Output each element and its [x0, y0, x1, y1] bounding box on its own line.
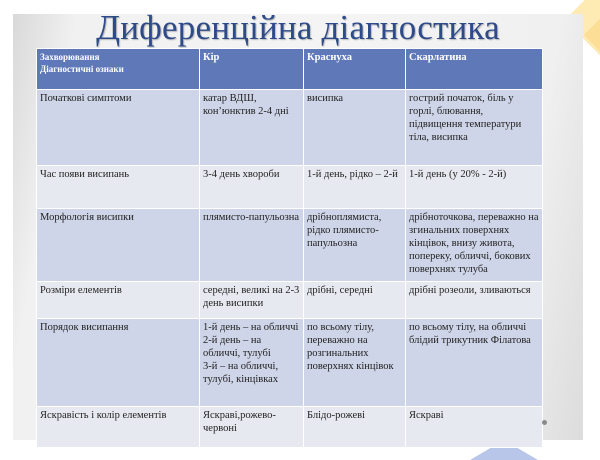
- header-cell-scarlet-fever: Скарлатина: [406, 49, 543, 90]
- table-row: [37, 282, 543, 319]
- table-row: [37, 319, 543, 407]
- measles-cell: середні, великі на 2-3 день висипки: [200, 282, 304, 319]
- measles-day1-line: 1-й день – на обличчі: [203, 322, 299, 333]
- table-row: [37, 209, 543, 282]
- measles-day2-line: 2-й день – на обличчі, тулубі: [203, 335, 271, 359]
- feature-cell: Яскравість і колір елементів: [37, 407, 200, 448]
- measles-cell: Яскраві,рожево-червоні: [200, 407, 304, 448]
- header-label-features: Діагностичні ознаки: [40, 64, 124, 74]
- header-label-disease: Захворювання: [40, 52, 100, 62]
- table-header-row: [37, 49, 543, 90]
- rubella-cell: 1-й день, рідко – 2-й: [304, 166, 406, 209]
- table-row: [37, 166, 543, 209]
- measles-cell: плямисто-папульозна: [200, 209, 304, 282]
- measles-cell: [200, 319, 304, 407]
- scarlet-fever-cell: дрібні розеоли, зливаються: [406, 282, 543, 319]
- scarlet-fever-cell: Яскраві: [406, 407, 543, 448]
- differential-diagnosis-table: [36, 48, 543, 448]
- feature-cell: Порядок висипання: [37, 319, 200, 407]
- scarlet-fever-cell: 1-й день (у 20% - 2-й): [406, 166, 543, 209]
- measles-day3-line: 3-й – на обличчі, тулубі, кінцівках: [203, 361, 279, 385]
- measles-cell: катар ВДШ, кон’юнктив 2-4 дні: [200, 90, 304, 166]
- feature-cell: Розміри елементів: [37, 282, 200, 319]
- header-cell-disease-feature: [37, 49, 200, 90]
- slide-title: Диференційна діагностика: [96, 8, 500, 47]
- scarlet-fever-cell: по всьому тілу, на обличчі блідий трикутник Філатова: [406, 319, 543, 407]
- rubella-cell: дрібні, середні: [304, 282, 406, 319]
- table-row: [37, 90, 543, 166]
- table-row: [37, 407, 543, 448]
- rubella-cell: Блідо-рожеві: [304, 407, 406, 448]
- rubella-cell: по всьому тілу, переважно на розгинальних поверхнях кінцівок: [304, 319, 406, 407]
- scarlet-fever-cell: дрібноточкова, переважно на згинальних поверхнях кінцівок, внизу живота, попереку, обличчі, бокових поверхнях тулуба: [406, 209, 543, 282]
- feature-cell: Час появи висипань: [37, 166, 200, 209]
- slide-bullet-dot: [542, 420, 547, 425]
- rubella-cell: висипка: [304, 90, 406, 166]
- feature-cell: Морфологія висипки: [37, 209, 200, 282]
- measles-cell: 3-4 день хвороби: [200, 166, 304, 209]
- header-cell-measles: Кір: [200, 49, 304, 90]
- header-cell-rubella: Краснуха: [304, 49, 406, 90]
- feature-cell: Початкові симптоми: [37, 90, 200, 166]
- rubella-cell: дрібноплямиста, рідко плямисто-папульозна: [304, 209, 406, 282]
- scarlet-fever-cell: гострий початок, біль у горлі, блювання, підвищення температури тіла, висипка: [406, 90, 543, 166]
